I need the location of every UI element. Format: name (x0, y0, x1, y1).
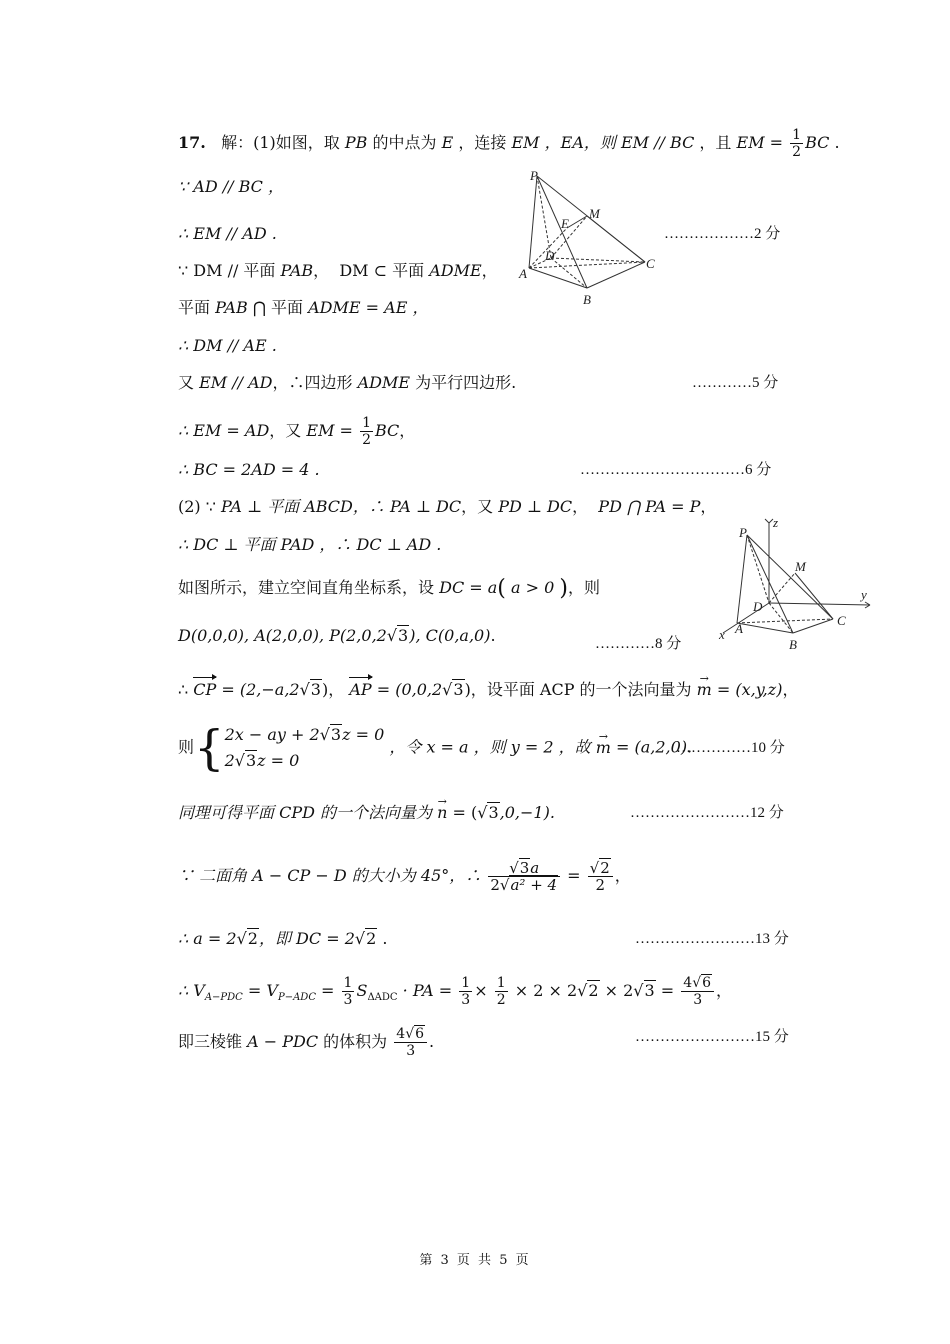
score-2: ………………2 分 (664, 226, 781, 242)
p2-a-value: ∴ a = 2√2，即 DC = 2√2 . (178, 929, 388, 948)
p1-line-6: ∴ DM // AE . (178, 336, 277, 355)
fig1-label-e: E (561, 216, 569, 231)
p2-final: 即三棱锥 A − PDC 的体积为 $\frac{4√6}{3}$ . (178, 1026, 435, 1059)
p1-line-5: 平面 PAB ⋂ 平面 ADME = AE ， (178, 298, 429, 317)
p2-line-3: 如图所示，建立空间直角坐标系，设 DC = a( a > 0 )，则 (178, 576, 600, 601)
p1-line-7: 又 EM // AD，∴四边形 ADME 为平行四边形. (178, 373, 517, 392)
score-10: ……………10 分 (676, 740, 785, 756)
fig1-label-a: A (519, 266, 527, 281)
p1-line-8: ∴ EM = AD，又 EM = $\frac{1}{2}$ BC， (178, 415, 416, 448)
fig1-label-c: C (646, 256, 655, 271)
p2-line-2: ∴ DC ⊥ 平面 PAD ，∴ DC ⊥ AD . (178, 535, 442, 554)
figure-pyramid-1 (515, 166, 665, 311)
score-8: …………8 分 (595, 636, 682, 652)
fig1-label-d: D (545, 248, 555, 263)
fig2-label-p: P (739, 525, 747, 540)
p1-line-2: ∵ AD // BC ， (178, 177, 284, 196)
problem-number: 17. (178, 133, 206, 152)
fig2-label-c: C (837, 613, 846, 628)
score-12: ……………………12 分 (630, 805, 784, 821)
fig2-label-z: z (773, 515, 779, 530)
fig1-label-p: P (530, 168, 538, 183)
page-footer: 第 3 页 共 5 页 (419, 1253, 531, 1268)
p2-system: 则{ 2x − ay + 2√3z = 0 2√3z = 0 ，令 x = a ，则 y = 2 ，故 → m = (a,2,0). (178, 722, 692, 774)
p2-line-1: (2) ∵ PA ⊥ 平面 ABCD，∴ PA ⊥ DC，又 PD ⊥ DC， PD ⋂ PA = P， (178, 497, 717, 516)
score-15: ……………………15 分 (635, 1029, 789, 1045)
p1-line-4: ∵ DM // 平面 PAB， DM ⊂ 平面 ADME， (178, 261, 498, 280)
fig1-label-m: M (589, 206, 600, 221)
fig2-label-y: y (861, 587, 867, 602)
score-5: …………5 分 (692, 375, 779, 391)
score-13: ……………………13 分 (635, 931, 789, 947)
figure-pyramid-2 (715, 515, 875, 655)
fig1-label-b: B (583, 292, 591, 307)
p2-angle: ∵ 二面角 A − CP − D 的大小为 45°，∴ $\frac{√3a}{\text{2√a² + 4}}$ = $\frac{√2}{2}$ ， (178, 859, 631, 894)
p2-vectors: ∴ CP = (2,−a,2√3)， AP = (0,0,2√3)，设平面 ACP 的一个法向量为 → m = (x,y,z)， (178, 677, 798, 701)
p1-line-3: ∴ EM // AD . (178, 224, 277, 243)
p2-coords: D(0,0,0), A(2,0,0), P(2,0,2√3), C(0,a,0). (178, 626, 496, 645)
fig2-label-m: M (795, 559, 806, 574)
fig2-label-a: A (735, 621, 743, 636)
p2-normal-n: 同理可得平面 CPD 的一个法向量为 → n = (√3,0,−1). (178, 802, 555, 824)
p1-line-9: ∴ BC = 2AD = 4 . (178, 460, 320, 479)
fraction-half: $\frac{1}{2}$ (792, 127, 802, 160)
fig2-label-d: D (753, 599, 763, 614)
p1-line-1: 17. 解：(1)如图，取 PB 的中点为 E ，连接 EM ，EA，则 EM // BC ，且 EM = $\frac{1}{2}$ BC . (178, 127, 840, 160)
fig2-label-x: x (719, 627, 725, 642)
score-6: ……………………………6 分 (580, 462, 772, 478)
p2-volume: ∴ $V_{A-PDC} = V_{P-ADC}$ = $\frac{1}{3}$ $S_{\Delta ADC}$ · PA = $\frac{1}{3}$ × $\frac{1}{2}$ × 2 × 2√2 × 2√3 = $\frac{4√6}{3}$ ， (178, 975, 733, 1008)
fig2-label-b: B (789, 637, 797, 652)
